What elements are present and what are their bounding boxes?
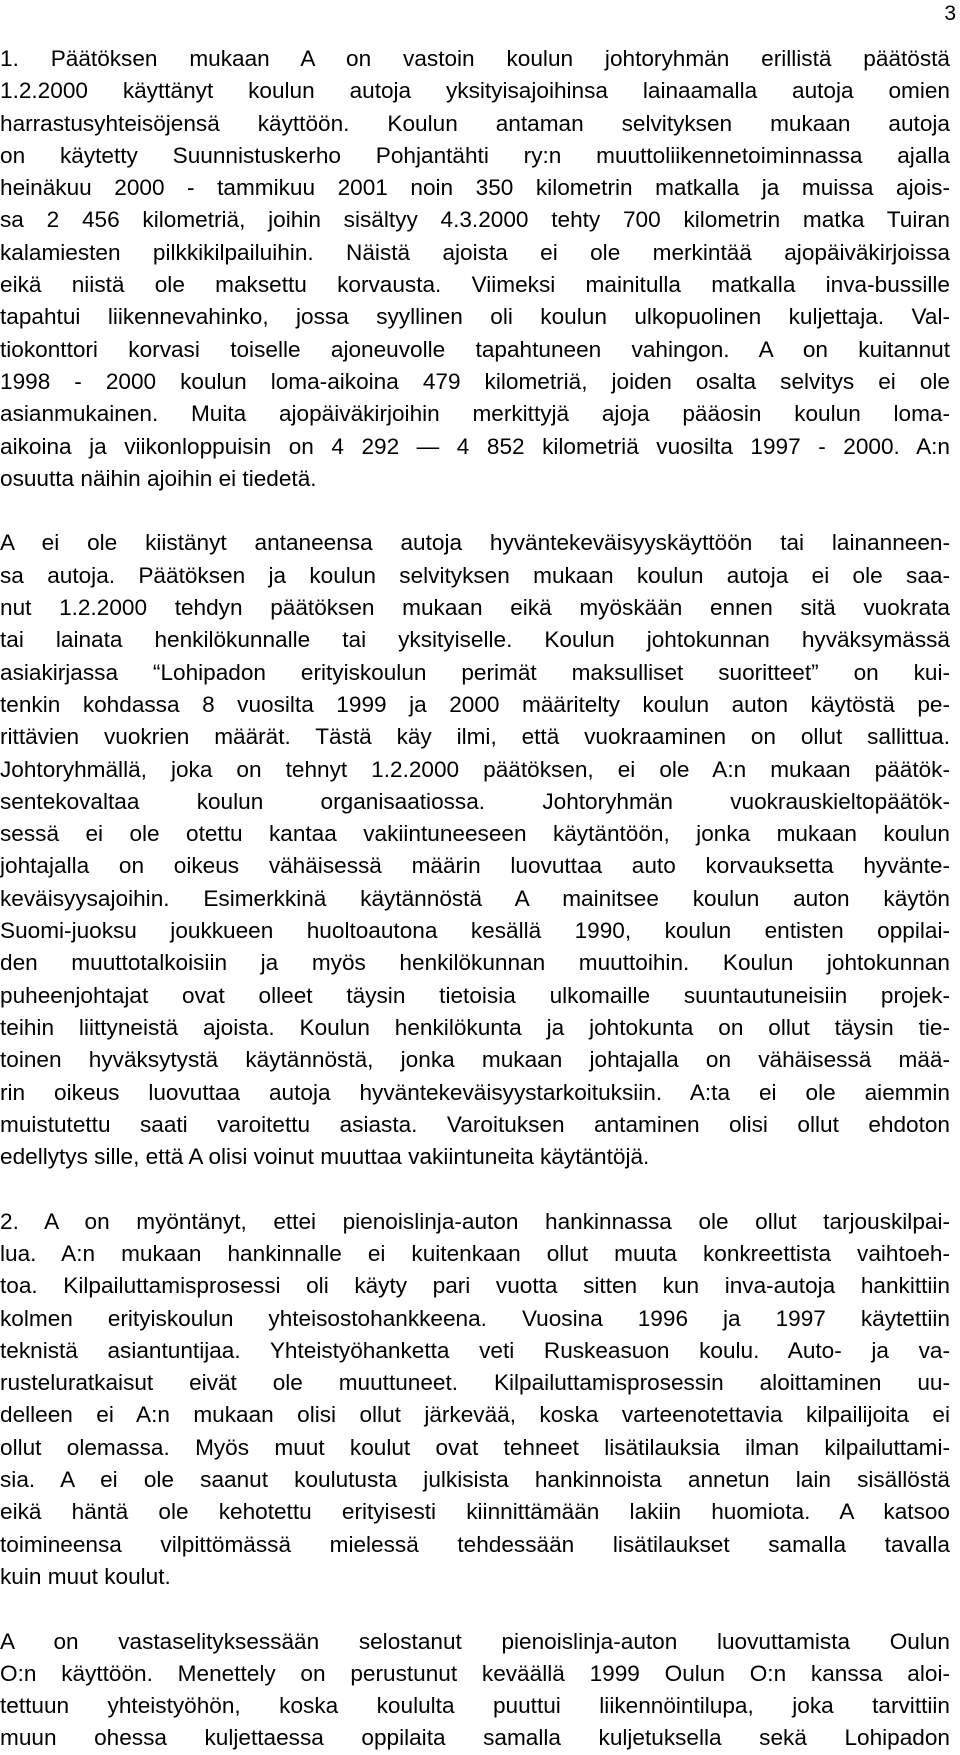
- text-line: 2. A on myöntänyt, ettei pienoislinja-auton hankinnassa ole ollut tarjouskilpai-: [0, 1208, 950, 1234]
- text-line: sessä ei ole otettu kantaa vakiintuneeseen käytäntöön, jonka mukaan koulun: [0, 821, 950, 847]
- text-line: tiokonttori korvasi toiselle ajoneuvolle tapahtuneen vahingon. A on kuitannut: [0, 336, 950, 362]
- text-line: teknistä asiantuntijaa. Yhteistyöhanketta veti Ruskeasuon koulu. Auto- ja va-: [0, 1337, 950, 1363]
- text-line: toa. Kilpailuttamisprosessi oli käyty pari vuotta sitten kun inva-autoja hankittiin: [0, 1273, 950, 1299]
- document-body: [0, 43, 950, 1755]
- text-line: eikä häntä ole kehotettu erityisesti kiinnittämään lakiin huomiota. A katsoo: [0, 1499, 950, 1525]
- paragraph-gap: [0, 1593, 950, 1625]
- text-line: osuutta näihin ajoihin ei tiedetä.: [0, 465, 317, 491]
- text-line: keväisyysajoihin. Esimerkkinä käytännöstä A mainitsee koulun auton käytön: [0, 885, 950, 911]
- text-line: muun ohessa kuljettaessa oppilaita samalla kuljetuksella sekä Lohipadon: [0, 1725, 950, 1751]
- text-line: eikä niistä ole maksettu korvausta. Viimeksi mainitulla matkalla inva-bussille: [0, 272, 950, 298]
- text-line: tai lainata henkilökunnalle tai yksityiselle. Koulun johtokunnan hyväksymässä: [0, 627, 950, 653]
- text-line: kuin muut koulut.: [0, 1563, 171, 1589]
- text-line: tettuun yhteistyöhön, koska koululta puuttui liikennöintilupa, joka tarvittiin: [0, 1693, 950, 1719]
- text-line: aikoina ja viikonloppuisin on 4 292 — 4 852 kilometriä vuosilta 1997 - 2000. A:n: [0, 433, 950, 459]
- text-line: muistutettu saati varoitettu asiasta. Varoituksen antaminen olisi ollut ehdoton: [0, 1111, 950, 1137]
- text-line: tapahtui liikennevahinko, jossa syyllinen oli koulun ulkopuolinen kuljettaja. Val-: [0, 304, 950, 330]
- text-line: rittävien vuokrien määrät. Tästä käy ilmi, että vuokraaminen on ollut sallittua.: [0, 724, 950, 750]
- text-line: rusteluratkaisut eivät ole muuttuneet. Kilpailuttamisprosessin aloittaminen uu-: [0, 1370, 950, 1396]
- text-line: toinen hyväksytystä käytännöstä, jonka mukaan johtajalla on vähäisessä mää-: [0, 1047, 950, 1073]
- paragraph-gap: [0, 495, 950, 527]
- text-line: ollut olemassa. Myös muut koulut ovat tehneet lisätilauksia ilman kilpailuttami-: [0, 1434, 950, 1460]
- text-line: edellytys sille, että A olisi voinut muuttaa vakiintuneita käytäntöjä.: [0, 1144, 650, 1170]
- text-line: O:n käyttöön. Menettely on perustunut keväällä 1999 Oulun O:n kanssa aloi-: [0, 1660, 950, 1686]
- text-line: harrastusyhteisöjensä käyttöön. Koulun antaman selvityksen mukaan autoja: [0, 110, 950, 136]
- text-line: A on vastaselityksessään selostanut pienoislinja-auton luovuttamista Oulun: [0, 1628, 950, 1654]
- text-line: on käytetty Suunnistuskerho Pohjantähti ry:n muuttoliikennetoiminnassa ajalla: [0, 142, 950, 168]
- paragraph-2: [0, 527, 950, 1173]
- text-line: nut 1.2.2000 tehdyn päätöksen mukaan eikä myöskään ennen sitä vuokrata: [0, 595, 950, 621]
- text-line: Suomi-juoksu joukkueen huoltoautona kesällä 1990, koulun entisten oppilai-: [0, 918, 950, 944]
- text-line: heinäkuu 2000 - tammikuu 2001 noin 350 kilometrin matkalla ja muissa ajois-: [0, 175, 950, 201]
- text-line: delleen ei A:n mukaan olisi ollut järkevää, koska varteenotettavia kilpailijoita ei: [0, 1402, 950, 1428]
- text-line: 1998 - 2000 koulun loma-aikoina 479 kilometriä, joiden osalta selvitys ei ole: [0, 368, 950, 394]
- text-line: teihin liittyneistä ajoista. Koulun henkilökunta ja johtokunta on ollut täysin tie-: [0, 1014, 950, 1040]
- page-number: 3: [944, 2, 956, 25]
- text-line: asiakirjassa “Lohipadon erityiskoulun perimät maksulliset suoritteet” on kui-: [0, 659, 950, 685]
- text-line: Johtoryhmällä, joka on tehnyt 1.2.2000 päätöksen, ei ole A:n mukaan päätök-: [0, 756, 950, 782]
- text-line: kalamiesten pilkkikilpailuihin. Näistä ajoista ei ole merkintää ajopäiväkirjoissa: [0, 239, 950, 265]
- text-line: 1. Päätöksen mukaan A on vastoin koulun johtoryhmän erillistä päätöstä: [0, 46, 950, 71]
- text-line: sa autoja. Päätöksen ja koulun selvityksen mukaan koulun autoja ei ole saa-: [0, 562, 950, 588]
- text-line: den muuttotalkoisiin ja myös henkilökunnan muuttoihin. Koulun johtokunnan: [0, 950, 950, 976]
- text-line: rin oikeus luovuttaa autoja hyväntekeväisyystarkoituksiin. A:ta ei ole aiemmin: [0, 1079, 950, 1105]
- text-line: sia. A ei ole saanut koulutusta julkisista hankinnoista annetun lain sisällöstä: [0, 1467, 950, 1493]
- paragraph-gap: [0, 1173, 950, 1205]
- text-line: 1.2.2000 käyttänyt koulun autoja yksityisajoihinsa lainaamalla autoja omien: [0, 78, 950, 104]
- paragraph-4: [0, 1626, 950, 1755]
- paragraph-1: [0, 43, 950, 495]
- text-line: kolmen erityiskoulun yhteisostohankkeena. Vuosina 1996 ja 1997 käytettiin: [0, 1305, 950, 1331]
- text-line: puheenjohtajat ovat olleet täysin tietoisia ulkomaille suuntautuneisiin projek-: [0, 982, 950, 1008]
- text-line: sentekovaltaa koulun organisaatiossa. Johtoryhmän vuokrauskieltopäätök-: [0, 788, 950, 814]
- text-line: toimineensa vilpittömässä mielessä tehdessään lisätilaukset samalla tavalla: [0, 1531, 950, 1557]
- paragraph-3: [0, 1206, 950, 1594]
- text-line: asianmukainen. Muita ajopäiväkirjoihin merkittyjä ajoja pääosin koulun loma-: [0, 401, 950, 427]
- text-line: lua. A:n mukaan hankinnalle ei kuitenkaan ollut muuta konkreettista vaihtoeh-: [0, 1240, 950, 1266]
- text-line: johtajalla on oikeus vähäisessä määrin luovuttaa auto korvauksetta hyvänte-: [0, 853, 950, 879]
- text-line: tenkin kohdassa 8 vuosilta 1999 ja 2000 määritelty koulun auton käytöstä pe-: [0, 691, 950, 717]
- text-line: sa 2 456 kilometriä, joihin sisältyy 4.3.2000 tehty 700 kilometrin matka Tuiran: [0, 207, 950, 233]
- text-line: A ei ole kiistänyt antaneensa autoja hyväntekeväisyyskäyttöön tai lainanneen-: [0, 530, 950, 556]
